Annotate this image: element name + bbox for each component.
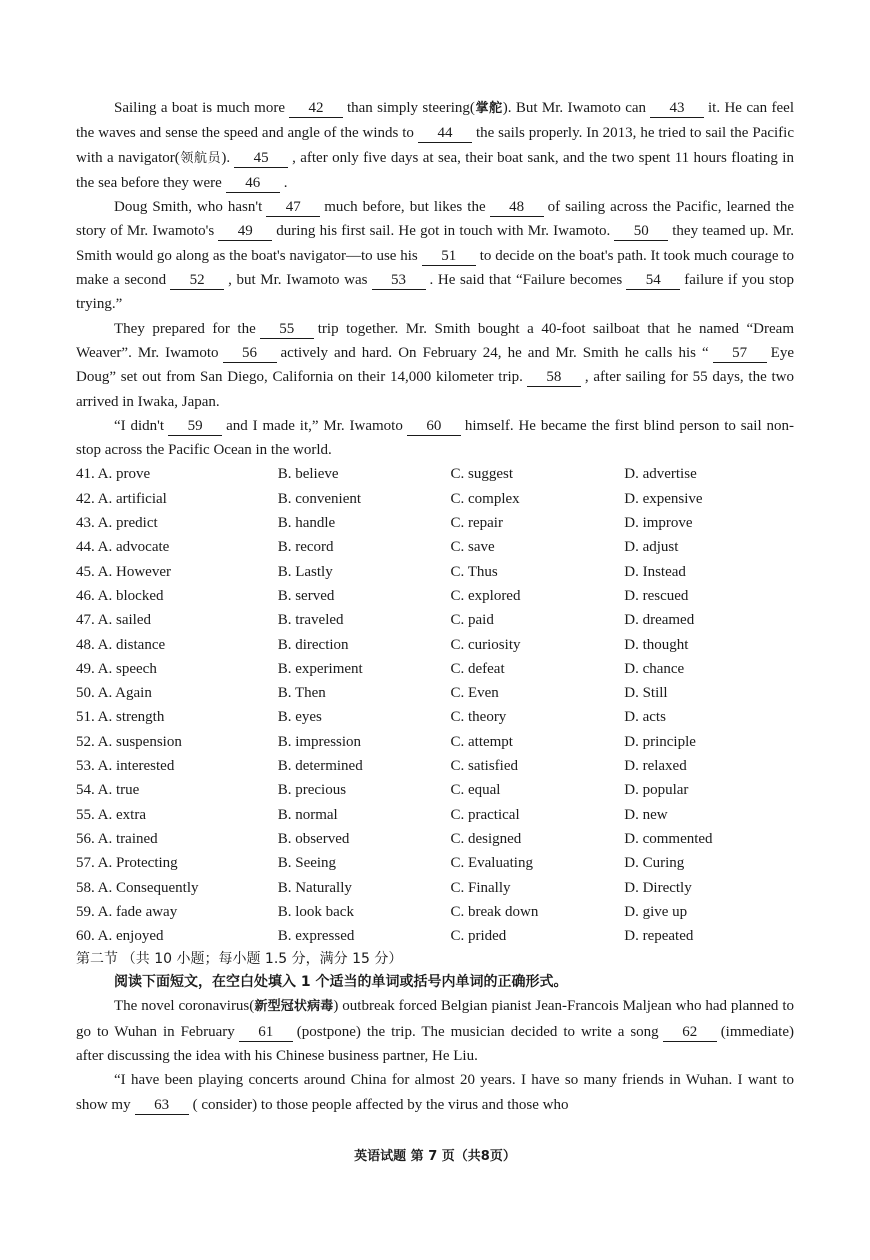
answer-options	[76, 462, 794, 948]
passage-paragraph-3: They prepared for the 55 trip together. Mr. Smith bought a 40-foot sailboat that he named “Dream Weaver”. Mr. Iwamoto 56 actively and hard. On February 24, he and Mr. Smith he calls his “ 57 Eye Doug” set out from San Diego, California on their 14,000 kilometer trip. 58 , after sailing for 55 days, the two arrived in Iwaka, Japan.	[76, 320, 795, 410]
option-row-59: 59. A. fade away B. look back C. break down D. give up	[76, 903, 688, 920]
option-row-58: 58. A. Consequently B. Naturally C. Finally D. Directly	[76, 879, 692, 896]
blank-45: 45	[234, 150, 288, 168]
blank-48: 48	[490, 199, 544, 217]
option-row-60: 60. A. enjoyed B. expressed C. prided D. repeated	[76, 928, 694, 945]
blank-43: 43	[650, 100, 704, 118]
option-row-41: 41. A. prove B. believe C. suggest D. advertise	[76, 466, 697, 483]
passage-paragraph-1: Sailing a boat is much more 42 than simply steering(掌舵). But Mr. Iwamoto can 43 it. He can feel the waves and sense the speed and angle of the winds to 44 the sails properly. In 2013, he tried to sail the Pacific with a navigator(领航员). 45 , after only five days at sea, their boat sank, and the two spent 11 hours floating in the sea before they were 46 .	[76, 100, 794, 191]
blank-53: 53	[372, 272, 426, 290]
option-row-53: 53. A. interested B. determined C. satisfied D. relaxed	[76, 758, 687, 775]
blank-44: 44	[418, 125, 472, 143]
passage-paragraph-4: “I didn't 59 and I made it,” Mr. Iwamoto 60 himself. He became the first blind person to sail non-stop across the Pacific Ocean in the world.	[76, 417, 794, 459]
section-2-instruction: 阅读下面短文，在空白处填入 1 个适当的单词或括号内单词的正确形式。	[114, 974, 568, 991]
grammar-paragraph-1: The novel coronavirus(新型冠状病毒) outbreak forced Belgian pianist Jean-Francois Maljean who had planned to go to Wuhan in February 61 (postpone) the trip. The musician decided to write a song 62 (immediate) after discussing the idea with his Chinese business partner, He Liu.	[76, 998, 794, 1064]
blank-42: 42	[289, 100, 343, 118]
blank-60: 60	[407, 418, 461, 436]
section-2-heading: 第二节 （共 10 小题；每小题 1.5 分，满分 15 分）	[76, 951, 403, 968]
option-row-46: 46. A. blocked B. served C. explored D. rescued	[76, 587, 689, 604]
passage-paragraph-2: Doug Smith, who hasn't 47 much before, but likes the 48 of sailing across the Pacific, learned the story of Mr. Iwamoto's 49 during his first sail. He got in touch with Mr. Iwamoto. 50 they teamed up. Mr. Smith would go along as the boat's navigator—to use his 51 to decide on the boat's path. It took much courage to make a second 52 , but Mr. Iwamoto was 53 . He said that “Failure becomes 54 failure if you stop trying.”	[76, 199, 795, 313]
option-row-44: 44. A. advocate B. record C. save D. adjust	[76, 539, 679, 556]
blank-52: 52	[170, 272, 224, 290]
option-row-52: 52. A. suspension B. impression C. attempt D. principle	[76, 733, 696, 750]
option-row-50: 50. A. Again B. Then C. Even D. Still	[76, 685, 668, 702]
exam-page	[76, 96, 794, 1117]
option-row-49: 49. A. speech B. experiment C. defeat D. chance	[76, 660, 685, 677]
option-row-42: 42. A. artificial B. convenient C. complex D. expensive	[76, 490, 703, 507]
option-row-47: 47. A. sailed B. traveled C. paid D. dreamed	[76, 612, 695, 629]
blank-54: 54	[626, 272, 680, 290]
option-row-56: 56. A. trained B. observed C. designed D. commented	[76, 830, 713, 847]
option-row-48: 48. A. distance B. direction C. curiosity D. thought	[76, 636, 689, 653]
blank-61: 61	[239, 1024, 293, 1042]
blank-57: 57	[713, 345, 767, 363]
option-row-45: 45. A. However B. Lastly C. Thus D. Instead	[76, 563, 686, 580]
blank-56: 56	[223, 345, 277, 363]
option-row-51: 51. A. strength B. eyes C. theory D. acts	[76, 709, 666, 726]
blank-49: 49	[218, 223, 272, 241]
blank-55: 55	[260, 321, 314, 339]
grammar-paragraph-2: “I have been playing concerts around China for almost 20 years. I have so many friends in Wuhan. I want to show my 63 ( consider) to those people affected by the virus and those who	[76, 1072, 794, 1113]
blank-59: 59	[168, 418, 222, 436]
blank-63: 63	[135, 1097, 189, 1115]
blank-46: 46	[226, 175, 280, 193]
option-row-57: 57. A. Protecting B. Seeing C. Evaluating D. Curing	[76, 855, 685, 872]
option-row-43: 43. A. predict B. handle C. repair D. improve	[76, 515, 693, 532]
blank-47: 47	[266, 199, 320, 217]
blank-62: 62	[663, 1024, 717, 1042]
blank-50: 50	[614, 223, 668, 241]
page-footer: 英语试题 第 7 页（共8页）	[354, 1149, 516, 1164]
blank-58: 58	[527, 369, 581, 387]
option-row-55: 55. A. extra B. normal C. practical D. new	[76, 806, 668, 823]
option-row-54: 54. A. true B. precious C. equal D. popular	[76, 782, 689, 799]
blank-51: 51	[422, 248, 476, 266]
